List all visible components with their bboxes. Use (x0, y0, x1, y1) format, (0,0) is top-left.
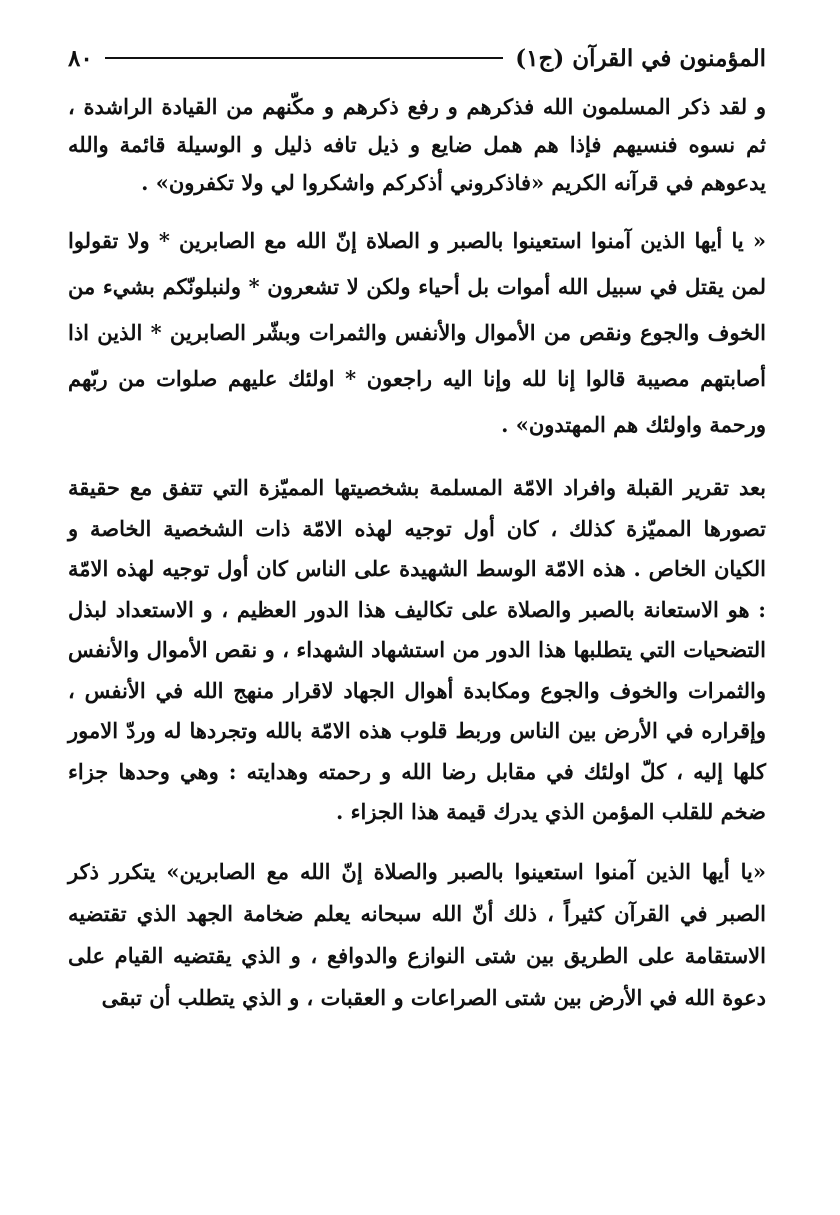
paragraph-intro: و لقد ذكر المسلمون الله فذكرهم و رفع ذكرهم و مكّنهم من القيادة الراشدة ، ثم نسوه فنسيهم فإذا هم همل ضايع و ذيل تافه ذليل و الوسيلة قائمة والله يدعوهم في قرآنه الكريم «فاذكروني أذكركم واشكروا لي ولا تكفرون» . (68, 94, 766, 195)
running-title: المؤمنون في القرآن (ج١) (515, 44, 766, 72)
page-header (68, 38, 766, 78)
quran-verse-block: « يا أيها الذين آمنوا استعينوا بالصبر و الصلاة إنّ الله مع الصابرين * ولا تقولوا لمن يقتل في سبيل الله أموات بل أحياء ولكن لا تشعرون * ولنبلونّكم بشيء من الخوف والجوع ونقص من الأموال والأنفس والثمرات وبشّر الصابرين * الذين اذا أصابتهم مصيبة قالوا إنا لله وإنا اليه راجعون * اولئك عليهم صلوات من ربّهم ورحمة واولئك هم المهتدون» . (68, 228, 766, 437)
paragraph-commentary: بعد تقرير القبلة وافراد الامّة المسلمة بشخصيتها المميّزة التي تتفق مع حقيقة تصورها المميّزة كذلك ، كان أول توجيه لهذه الامّة ذات الشخصية الخاصة و الكيان الخاص . هذه الامّة الوسط الشهيدة على الناس كان أول توجيه لهذه الامّة : هو الاستعانة بالصبر والصلاة على تكاليف هذا الدور العظيم ، و الاستعداد لبذل التضحيات التي يتطلبها هذا الدور من استشهاد الشهداء ، و نقص الأموال والأنفس والثمرات والخوف والجوع ومكابدة أهوال الجهاد لاقرار منهج الله في الأنفس ، وإقراره في الأرض بين الناس وربط قلوب هذه الامّة بالله وتجردها له وردّ الامور كلها إليه ، كلّ اولئك في مقابل رضا الله و رحمته وهدايته : وهي وحدها جزاء ضخم للقلب المؤمن الذي يدرك قيمة هذا الجزاء . (68, 475, 766, 824)
header-rule (105, 57, 504, 59)
page-number: ٨٠ (68, 44, 93, 72)
paragraph-patience: «يا أيها الذين آمنوا استعينوا بالصبر والصلاة إنّ الله مع الصابرين» يتكرر ذكر الصبر في القرآن كثيراً ، ذلك أنّ الله سبحانه يعلم ضخامة الجهد الذي تقتضيه الاستقامة على الطريق بين شتى النوازع والدوافع ، و الذي يقتضيه القيام على دعوة الله في الأرض بين شتى الصراعات و العقبات ، و الذي يتطلب أن تبقى (68, 858, 766, 1010)
